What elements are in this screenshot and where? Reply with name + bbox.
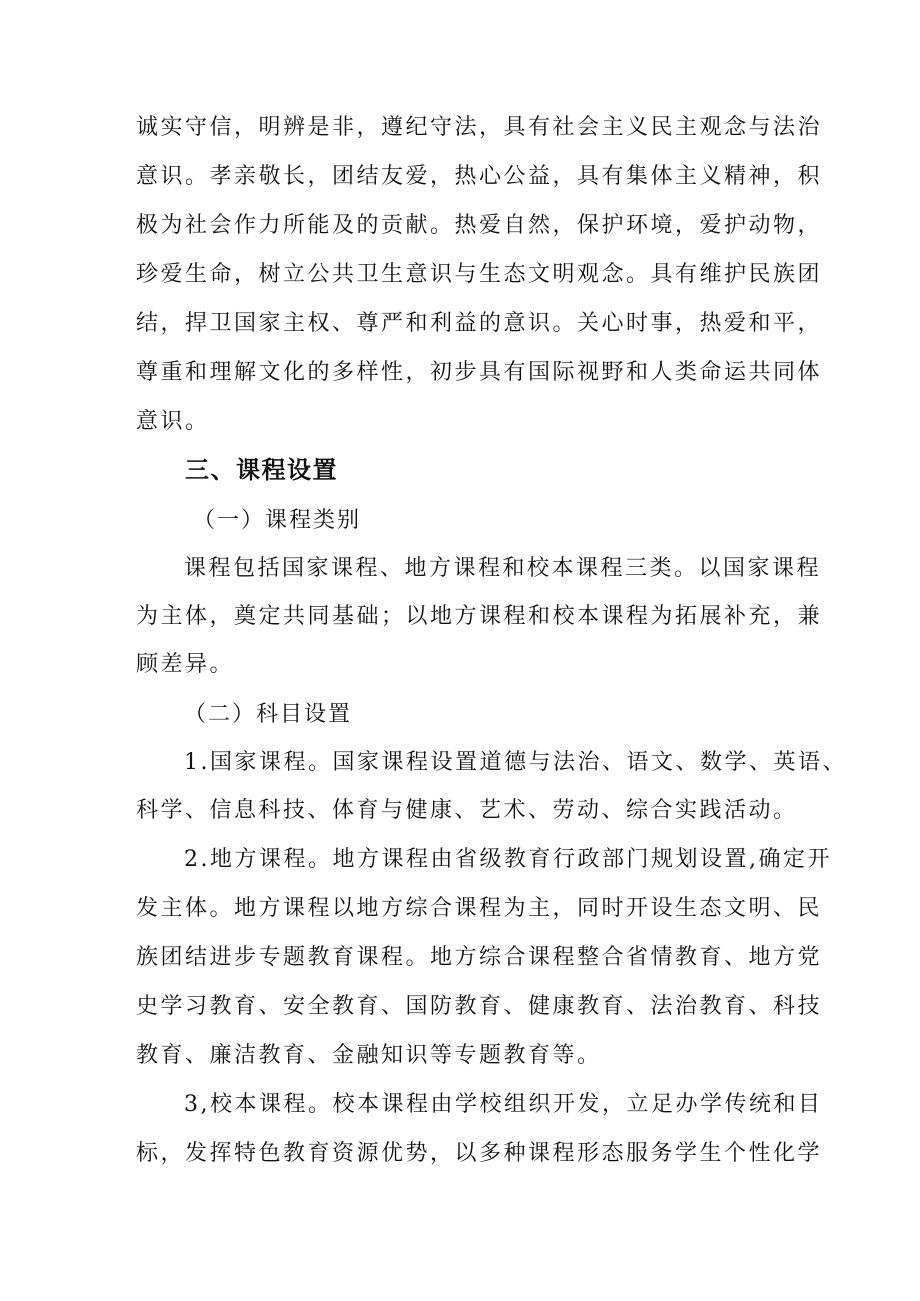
intro-line-4: 珍爱生命，树立公共卫生意识与生态文明观念。具有维护民族团 — [136, 262, 823, 287]
intro-line-5: 结，捍卫国家主权、尊严和利益的意识。关心时事，热爱和平， — [136, 311, 823, 336]
section-title: 三、课程设置 — [185, 456, 338, 484]
intro-line-3: 极为社会作力所能及的贡献。热爱自然，保护环境，爱护动物， — [136, 213, 823, 238]
item-3-line-1: 3,校本课程。校本课程由学校组织开发，立足办学传统和目 — [184, 1092, 823, 1117]
intro-line-2: 意识。孝亲敬长，团结友爱，热心公益，具有集体主义精神，积 — [136, 164, 823, 189]
item-2-line-5: 教育、廉洁教育、金融知识等专题教育等。 — [136, 1043, 602, 1068]
subsection-1-line-1: 课程包括国家课程、地方课程和校本课程三类。以国家课程 — [184, 556, 822, 581]
subsection-1-title: （一）课程类别 — [193, 508, 362, 533]
intro-line-1: 诚实守信，明辨是非，遵纪守法，具有社会主义民主观念与法治 — [136, 115, 823, 140]
item-2-line-4: 史学习教育、安全教育、国防教育、健康教育、法治教育、科技 — [136, 994, 823, 1019]
subsection-1-line-2: 为主体，奠定共同基础；以地方课程和校本课程为拓展补充，兼 — [136, 604, 823, 629]
item-2-line-3: 族团结进步专题教育课程。地方综合课程整合省情教育、地方党 — [136, 945, 823, 970]
item-3-line-2: 标，发挥特色教育资源优势，以多种课程形态服务学生个性化学 — [136, 1141, 823, 1166]
intro-line-7: 意识。 — [136, 409, 210, 434]
subsection-1-line-3: 顾差异。 — [136, 652, 235, 677]
item-2-line-1: 2.地方课程。地方课程由省级教育行政部门规划设置,确定开 — [184, 847, 832, 872]
item-2-line-2: 发主体。地方课程以地方综合课程为主，同时开设生态文明、民 — [136, 896, 823, 921]
subsection-2-title: （二）科目设置 — [184, 702, 353, 727]
intro-line-6: 尊重和理解文化的多样性，初步具有国际视野和人类命运共同体 — [136, 360, 823, 385]
item-1-line-2: 科学、信息科技、体育与健康、艺术、劳动、综合实践活动。 — [136, 798, 798, 823]
item-1-line-1: 1.国家课程。国家课程设置道德与法治、语文、数学、英语、 — [184, 750, 847, 775]
